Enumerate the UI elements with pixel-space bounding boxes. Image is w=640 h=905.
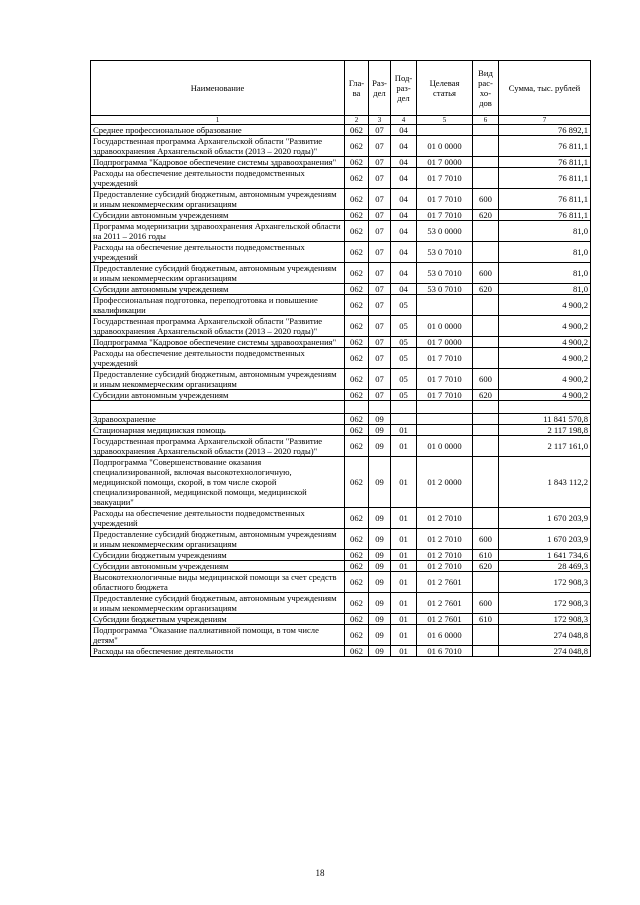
column-number: 1	[91, 116, 345, 125]
header-name: Наименование	[91, 61, 345, 116]
cell-target: 01 7 0000	[417, 157, 473, 168]
cell-vid	[473, 242, 499, 263]
cell-target: 01 6 7010	[417, 646, 473, 657]
cell-glava: 062	[345, 168, 369, 189]
cell-podrazdel: 01	[391, 529, 417, 550]
cell-target: 01 7 0000	[417, 337, 473, 348]
cell-podrazdel: 01	[391, 593, 417, 614]
cell-podrazdel: 05	[391, 337, 417, 348]
cell-vid: 600	[473, 369, 499, 390]
cell-glava: 062	[345, 436, 369, 457]
cell-sum: 81,0	[499, 263, 591, 284]
cell-name: Субсидии автономным учреждениям	[91, 210, 345, 221]
cell-glava: 062	[345, 529, 369, 550]
table-row	[91, 529, 591, 550]
cell-podrazdel: 04	[391, 157, 417, 168]
column-number: 2	[345, 116, 369, 125]
table-row	[91, 263, 591, 284]
cell-sum: 4 900,2	[499, 369, 591, 390]
table-row	[91, 284, 591, 295]
cell-target: 01 7 7010	[417, 348, 473, 369]
cell-razdel: 07	[369, 157, 391, 168]
cell-target	[417, 425, 473, 436]
cell-vid	[473, 221, 499, 242]
cell-target: 01 7 7010	[417, 390, 473, 401]
cell-target: 01 0 0000	[417, 316, 473, 337]
cell-razdel: 09	[369, 425, 391, 436]
cell-target: 01 7 7010	[417, 189, 473, 210]
cell-podrazdel: 01	[391, 425, 417, 436]
cell-sum: 1 641 734,6	[499, 550, 591, 561]
cell-name: Подпрограмма "Совершенствование оказания специализированной, включая высокотехнологичную, медицинской помощи, скорой, в том числе скорой специализированной, медицинской помощи, медицинской эвакуации"	[91, 457, 345, 508]
cell-razdel: 07	[369, 210, 391, 221]
cell-glava: 062	[345, 414, 369, 425]
cell-sum: 76 892,1	[499, 125, 591, 136]
cell-sum: 274 048,8	[499, 625, 591, 646]
cell-razdel: 09	[369, 436, 391, 457]
cell-sum: 76 811,1	[499, 168, 591, 189]
cell-target: 53 0 7010	[417, 263, 473, 284]
cell-podrazdel: 01	[391, 508, 417, 529]
cell-podrazdel: 04	[391, 221, 417, 242]
table-row	[91, 436, 591, 457]
cell-podrazdel	[391, 414, 417, 425]
cell-vid	[473, 457, 499, 508]
cell-name: Государственная программа Архангельской области "Развитие здравоохранения Архангельской области (2013 – 2020 годы)"	[91, 436, 345, 457]
cell-vid: 600	[473, 263, 499, 284]
cell-vid	[473, 436, 499, 457]
cell-razdel: 09	[369, 625, 391, 646]
cell-glava: 062	[345, 369, 369, 390]
cell-sum: 172 908,3	[499, 593, 591, 614]
cell-glava: 062	[345, 157, 369, 168]
cell-name: Расходы на обеспечение деятельности подведомственных учреждений	[91, 508, 345, 529]
cell-glava: 062	[345, 348, 369, 369]
cell-vid: 620	[473, 390, 499, 401]
cell-vid	[473, 295, 499, 316]
cell-target: 01 2 7010	[417, 561, 473, 572]
cell-sum: 172 908,3	[499, 614, 591, 625]
cell-razdel: 09	[369, 593, 391, 614]
table-row	[91, 295, 591, 316]
table-row	[91, 221, 591, 242]
cell-sum: 76 811,1	[499, 189, 591, 210]
cell-podrazdel: 01	[391, 436, 417, 457]
cell-name: Предоставление субсидий бюджетным, автономным учреждениям и иным некоммерческим организациям	[91, 263, 345, 284]
cell-target: 01 6 0000	[417, 625, 473, 646]
cell-target: 53 0 7010	[417, 242, 473, 263]
cell-vid: 600	[473, 529, 499, 550]
cell-name: Расходы на обеспечение деятельности	[91, 646, 345, 657]
cell-sum: 1 670 203,9	[499, 529, 591, 550]
cell-glava: 062	[345, 316, 369, 337]
table-row	[91, 625, 591, 646]
cell-vid	[473, 414, 499, 425]
cell-vid	[473, 508, 499, 529]
cell-name: Расходы на обеспечение деятельности подведомственных учреждений	[91, 168, 345, 189]
header-target: Целевая статья	[417, 61, 473, 116]
cell-sum: 1 670 203,9	[499, 508, 591, 529]
table-row	[91, 425, 591, 436]
cell-name: Субсидии бюджетным учреждениям	[91, 614, 345, 625]
cell-glava: 062	[345, 136, 369, 157]
cell-target	[417, 295, 473, 316]
table-row	[91, 157, 591, 168]
cell-name: Предоставление субсидий бюджетным, автономным учреждениям и иным некоммерческим организациям	[91, 369, 345, 390]
cell-podrazdel: 04	[391, 125, 417, 136]
cell-glava: 062	[345, 295, 369, 316]
cell-target: 01 0 0000	[417, 136, 473, 157]
cell-podrazdel: 01	[391, 625, 417, 646]
table-row	[91, 646, 591, 657]
cell-podrazdel: 04	[391, 284, 417, 295]
cell-target: 53 0 0000	[417, 221, 473, 242]
cell-glava: 062	[345, 593, 369, 614]
table-row	[91, 242, 591, 263]
cell-podrazdel: 04	[391, 189, 417, 210]
cell-razdel: 07	[369, 136, 391, 157]
cell-vid: 610	[473, 550, 499, 561]
cell-razdel: 07	[369, 221, 391, 242]
cell-name: Программа модернизации здравоохранения Архангельской области на 2011 – 2016 годы	[91, 221, 345, 242]
cell-podrazdel: 01	[391, 646, 417, 657]
cell-name: Субсидии автономным учреждениям	[91, 390, 345, 401]
cell-podrazdel: 05	[391, 390, 417, 401]
cell-target: 53 0 7010	[417, 284, 473, 295]
empty-cell	[417, 401, 473, 414]
cell-razdel: 07	[369, 284, 391, 295]
cell-sum: 76 811,1	[499, 157, 591, 168]
cell-vid	[473, 348, 499, 369]
cell-glava: 062	[345, 125, 369, 136]
cell-sum: 2 117 161,0	[499, 436, 591, 457]
cell-razdel: 09	[369, 646, 391, 657]
table-spacer-row	[91, 401, 591, 414]
cell-razdel: 07	[369, 369, 391, 390]
column-number-row	[91, 116, 591, 125]
cell-podrazdel: 04	[391, 168, 417, 189]
table-row	[91, 550, 591, 561]
cell-target	[417, 414, 473, 425]
cell-glava: 062	[345, 614, 369, 625]
cell-podrazdel: 05	[391, 348, 417, 369]
cell-vid	[473, 425, 499, 436]
cell-razdel: 09	[369, 561, 391, 572]
cell-glava: 062	[345, 625, 369, 646]
cell-razdel: 09	[369, 614, 391, 625]
cell-vid	[473, 572, 499, 593]
cell-sum: 4 900,2	[499, 337, 591, 348]
column-number: 3	[369, 116, 391, 125]
cell-name: Расходы на обеспечение деятельности подведомственных учреждений	[91, 348, 345, 369]
cell-vid	[473, 646, 499, 657]
cell-vid	[473, 125, 499, 136]
cell-razdel: 07	[369, 295, 391, 316]
cell-razdel: 07	[369, 316, 391, 337]
table-row	[91, 136, 591, 157]
cell-sum: 4 900,2	[499, 390, 591, 401]
cell-name: Здравоохранение	[91, 414, 345, 425]
cell-vid	[473, 337, 499, 348]
cell-vid: 600	[473, 189, 499, 210]
cell-sum: 274 048,8	[499, 646, 591, 657]
cell-razdel: 07	[369, 168, 391, 189]
cell-podrazdel: 01	[391, 561, 417, 572]
table-row	[91, 337, 591, 348]
cell-glava: 062	[345, 284, 369, 295]
cell-vid: 610	[473, 614, 499, 625]
table-row	[91, 593, 591, 614]
cell-glava: 062	[345, 242, 369, 263]
cell-vid: 600	[473, 593, 499, 614]
cell-target: 01 2 7010	[417, 550, 473, 561]
cell-razdel: 09	[369, 457, 391, 508]
cell-podrazdel: 01	[391, 550, 417, 561]
page-number: 18	[315, 868, 325, 878]
cell-sum: 11 841 570,8	[499, 414, 591, 425]
cell-razdel: 07	[369, 189, 391, 210]
cell-glava: 062	[345, 646, 369, 657]
table-row	[91, 457, 591, 508]
table-row	[91, 125, 591, 136]
cell-name: Предоставление субсидий бюджетным, автономным учреждениям и иным некоммерческим организациям	[91, 593, 345, 614]
cell-target: 01 0 0000	[417, 436, 473, 457]
cell-vid: 620	[473, 210, 499, 221]
column-number: 7	[499, 116, 591, 125]
cell-target: 01 7 7010	[417, 168, 473, 189]
header-row	[91, 61, 591, 116]
cell-vid	[473, 316, 499, 337]
cell-glava: 062	[345, 210, 369, 221]
cell-sum: 81,0	[499, 221, 591, 242]
table-row	[91, 614, 591, 625]
cell-razdel: 07	[369, 125, 391, 136]
table-row	[91, 210, 591, 221]
column-number: 5	[417, 116, 473, 125]
cell-target: 01 2 7601	[417, 593, 473, 614]
budget-table-container	[90, 60, 590, 657]
cell-glava: 062	[345, 337, 369, 348]
cell-glava: 062	[345, 425, 369, 436]
table-row	[91, 572, 591, 593]
empty-cell	[91, 401, 345, 414]
cell-glava: 062	[345, 221, 369, 242]
cell-vid: 620	[473, 561, 499, 572]
empty-cell	[473, 401, 499, 414]
empty-cell	[345, 401, 369, 414]
header-razdel: Раз-дел	[369, 61, 391, 116]
table-row	[91, 390, 591, 401]
cell-razdel: 09	[369, 550, 391, 561]
cell-target: 01 7 7010	[417, 369, 473, 390]
table-row	[91, 414, 591, 425]
cell-target: 01 7 7010	[417, 210, 473, 221]
empty-cell	[391, 401, 417, 414]
cell-razdel: 07	[369, 337, 391, 348]
cell-glava: 062	[345, 561, 369, 572]
cell-target: 01 2 7601	[417, 614, 473, 625]
cell-sum: 172 908,3	[499, 572, 591, 593]
column-number: 6	[473, 116, 499, 125]
cell-name: Высокотехнологичные виды медицинской помощи за счет средств областного бюджета	[91, 572, 345, 593]
cell-podrazdel: 04	[391, 210, 417, 221]
cell-razdel: 09	[369, 529, 391, 550]
cell-name: Предоставление субсидий бюджетным, автономным учреждениям и иным некоммерческим организациям	[91, 529, 345, 550]
cell-sum: 28 469,3	[499, 561, 591, 572]
cell-name: Подпрограмма "Кадровое обеспечение системы здравоохранения"	[91, 157, 345, 168]
cell-vid	[473, 136, 499, 157]
cell-glava: 062	[345, 508, 369, 529]
cell-vid	[473, 625, 499, 646]
table-row	[91, 189, 591, 210]
column-number: 4	[391, 116, 417, 125]
cell-target	[417, 125, 473, 136]
cell-razdel: 09	[369, 508, 391, 529]
cell-sum: 81,0	[499, 242, 591, 263]
cell-sum: 76 811,1	[499, 210, 591, 221]
cell-razdel: 07	[369, 348, 391, 369]
cell-sum: 4 900,2	[499, 348, 591, 369]
cell-glava: 062	[345, 550, 369, 561]
cell-razdel: 09	[369, 572, 391, 593]
cell-glava: 062	[345, 189, 369, 210]
cell-target: 01 2 7601	[417, 572, 473, 593]
cell-name: Субсидии бюджетным учреждениям	[91, 550, 345, 561]
cell-target: 01 2 0000	[417, 457, 473, 508]
cell-name: Стационарная медицинская помощь	[91, 425, 345, 436]
cell-name: Субсидии автономным учреждениям	[91, 284, 345, 295]
cell-podrazdel: 04	[391, 136, 417, 157]
cell-podrazdel: 05	[391, 295, 417, 316]
cell-sum: 81,0	[499, 284, 591, 295]
cell-vid	[473, 157, 499, 168]
header-vid: Вид рас-хо-дов	[473, 61, 499, 116]
cell-sum: 2 117 198,8	[499, 425, 591, 436]
cell-razdel: 07	[369, 242, 391, 263]
empty-cell	[369, 401, 391, 414]
cell-name: Расходы на обеспечение деятельности подведомственных учреждений	[91, 242, 345, 263]
cell-name: Государственная программа Архангельской области "Развитие здравоохранения Архангельской области (2013 – 2020 годы)"	[91, 316, 345, 337]
cell-podrazdel: 01	[391, 572, 417, 593]
table-row	[91, 561, 591, 572]
cell-target: 01 2 7010	[417, 508, 473, 529]
cell-name: Подпрограмма "Кадровое обеспечение системы здравоохранения"	[91, 337, 345, 348]
table-row	[91, 168, 591, 189]
cell-podrazdel: 01	[391, 457, 417, 508]
cell-sum: 76 811,1	[499, 136, 591, 157]
cell-glava: 062	[345, 263, 369, 284]
budget-table	[90, 60, 591, 657]
cell-glava: 062	[345, 572, 369, 593]
header-podrazdel: Под-раз-дел	[391, 61, 417, 116]
cell-razdel: 07	[369, 390, 391, 401]
cell-target: 01 2 7010	[417, 529, 473, 550]
cell-name: Субсидии автономным учреждениям	[91, 561, 345, 572]
cell-name: Профессиональная подготовка, переподготовка и повышение квалификации	[91, 295, 345, 316]
cell-sum: 4 900,2	[499, 316, 591, 337]
cell-name: Предоставление субсидий бюджетным, автономным учреждениям и иным некоммерческим организациям	[91, 189, 345, 210]
table-row	[91, 348, 591, 369]
cell-razdel: 07	[369, 263, 391, 284]
table-row	[91, 508, 591, 529]
table-row	[91, 316, 591, 337]
cell-name: Государственная программа Архангельской области "Развитие здравоохранения Архангельской области (2013 – 2020 годы)"	[91, 136, 345, 157]
cell-sum: 4 900,2	[499, 295, 591, 316]
header-sum: Сумма, тыс. рублей	[499, 61, 591, 116]
empty-cell	[499, 401, 591, 414]
cell-name: Подпрограмма "Оказание паллиативной помощи, в том числе детям"	[91, 625, 345, 646]
cell-podrazdel: 01	[391, 614, 417, 625]
cell-podrazdel: 05	[391, 369, 417, 390]
cell-glava: 062	[345, 457, 369, 508]
cell-podrazdel: 05	[391, 316, 417, 337]
table-row	[91, 369, 591, 390]
cell-vid	[473, 168, 499, 189]
cell-vid: 620	[473, 284, 499, 295]
table-body	[91, 125, 591, 657]
cell-glava: 062	[345, 390, 369, 401]
cell-razdel: 09	[369, 414, 391, 425]
cell-podrazdel: 04	[391, 263, 417, 284]
cell-podrazdel: 04	[391, 242, 417, 263]
cell-name: Среднее профессиональное образование	[91, 125, 345, 136]
cell-sum: 1 843 112,2	[499, 457, 591, 508]
header-glava: Гла-ва	[345, 61, 369, 116]
